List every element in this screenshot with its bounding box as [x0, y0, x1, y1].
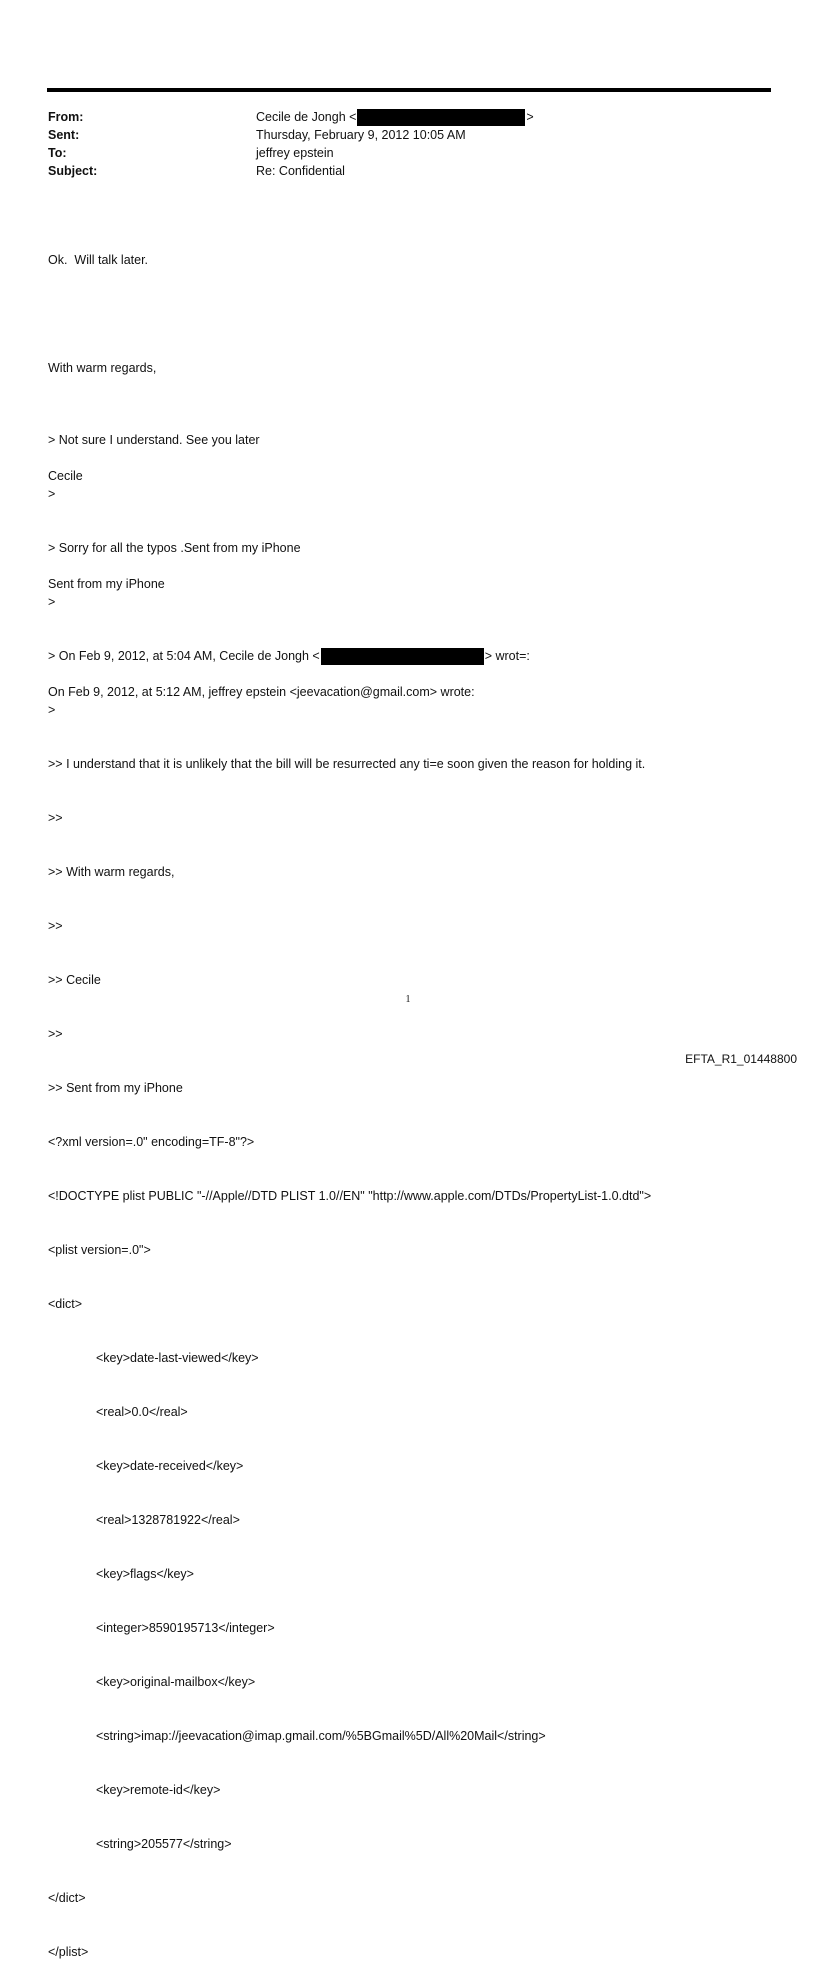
plist-entry: <string>imap://jeevacation@imap.gmail.com/%5BGmail%5D/All%20Mail</string>	[96, 1729, 546, 1743]
document-id: EFTA_R1_01448800	[685, 1052, 797, 1066]
redaction-box	[357, 109, 525, 126]
quoted-line: >>	[48, 811, 63, 825]
plist-entry: <key>flags</key>	[96, 1567, 194, 1581]
quoted-line: >	[48, 487, 56, 501]
plist-entry: <real>0.0</real>	[96, 1405, 188, 1419]
plist-line: </dict>	[48, 1891, 86, 1905]
reply-line: Ok. Will talk later.	[48, 253, 149, 267]
quoted-attribution-line	[48, 647, 788, 665]
quoted-line: >> I understand that it is unlikely that the bill will be resurrected any ti=e soon given the reason for holding it.	[48, 757, 646, 771]
plist-line: <dict>	[48, 1297, 83, 1311]
plist-entry: <key>remote-id</key>	[96, 1783, 221, 1797]
redaction-box	[321, 648, 484, 665]
quoted-attribution-suffix: > wrot=:	[484, 649, 530, 663]
plist-entry: <key>date-received</key>	[96, 1459, 244, 1473]
plist-entry: <key>date-last-viewed</key>	[96, 1351, 259, 1365]
quoted-line: > Not sure I understand. See you later	[48, 433, 260, 447]
from-value	[256, 108, 534, 126]
plist-line: <!DOCTYPE plist PUBLIC "-//Apple//DTD PLIST 1.0//EN" "http://www.apple.com/DTDs/PropertyList-1.0.dtd">	[48, 1189, 652, 1203]
email-header	[48, 108, 748, 180]
subject-value: Re: Confidential	[256, 164, 345, 178]
subject-row	[48, 162, 748, 180]
reply-line: With warm regards,	[48, 361, 157, 375]
sent-label: Sent:	[48, 128, 80, 142]
subject-label: Subject:	[48, 164, 98, 178]
from-row	[48, 108, 748, 126]
quote-attribution: On Feb 9, 2012, at 5:12 AM, jeffrey epstein <jeevacation@gmail.com> wrote:	[48, 685, 475, 699]
quoted-line: >	[48, 595, 56, 609]
quoted-line: >> Cecile	[48, 973, 101, 987]
plist-entry: <string>205577</string>	[96, 1837, 232, 1851]
plist-line: <?xml version=.0" encoding=TF-8"?>	[48, 1135, 255, 1149]
sent-row	[48, 126, 748, 144]
plist-line: <plist version=.0">	[48, 1243, 151, 1257]
plist-line: </plist>	[48, 1945, 89, 1959]
plist-entry: <integer>8590195713</integer>	[96, 1621, 275, 1635]
reply-line: Cecile	[48, 469, 83, 483]
quoted-line: > Sorry for all the typos .Sent from my iPhone	[48, 541, 301, 555]
quoted-line: >	[48, 703, 56, 717]
plist-entry: <real>1328781922</real>	[96, 1513, 240, 1527]
quoted-line: >>	[48, 919, 63, 933]
plist-entry: <key>original-mailbox</key>	[96, 1675, 256, 1689]
quoted-line: >> With warm regards,	[48, 865, 175, 879]
header-rule	[47, 88, 771, 92]
from-label: From:	[48, 110, 84, 124]
quoted-attribution-prefix: > On Feb 9, 2012, at 5:04 AM, Cecile de Jongh <	[48, 649, 320, 663]
to-label: To:	[48, 146, 67, 160]
to-value: jeffrey epstein	[256, 146, 334, 160]
quoted-line: >> Sent from my iPhone	[48, 1081, 183, 1095]
from-name: Cecile de Jongh <	[256, 110, 357, 124]
reply-line: Sent from my iPhone	[48, 577, 165, 591]
to-row	[48, 144, 748, 162]
page-number: 1	[405, 994, 411, 1005]
from-close-bracket: >	[526, 110, 534, 124]
quoted-body	[48, 395, 788, 1979]
sent-value: Thursday, February 9, 2012 10:05 AM	[256, 128, 466, 142]
quoted-line: >>	[48, 1027, 63, 1041]
